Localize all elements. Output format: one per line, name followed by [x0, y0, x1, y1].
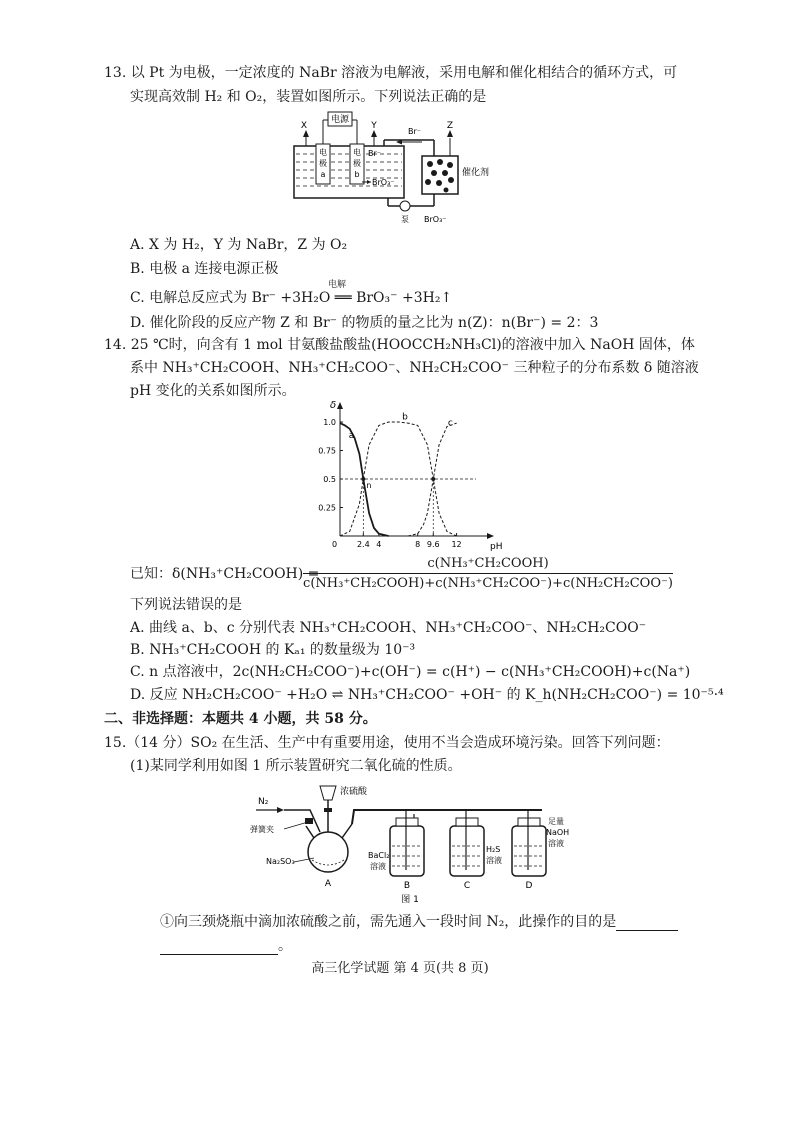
label-a: A — [324, 879, 332, 889]
x-tick-label: 2.4 — [356, 540, 370, 549]
q14-option-c: C. n 点溶液中，2c(NH₂CH₂COO⁻)+c(OH⁻) = c(H⁺) − c(NH₃⁺CH₂COOH)+c(Na⁺) — [130, 664, 691, 680]
q13-line1: 13. 以 Pt 为电极，一定浓度的 NaBr 溶液为电解液，采用电解和催化相结合的循环方式，可 — [104, 65, 678, 81]
x-tick-label: 4 — [376, 540, 382, 549]
y-tick-label: 0.75 — [318, 446, 336, 456]
series-b-label: b — [402, 412, 408, 423]
q15-period: 。 — [278, 938, 292, 954]
label-c: C — [463, 881, 471, 891]
pump-label: 泵 — [401, 215, 409, 224]
br-in-label: Br⁻ — [408, 127, 421, 136]
naoh-label-3: 溶液 — [548, 839, 564, 848]
series-a-label: a — [348, 430, 355, 441]
clip-label: 弹簧夹 — [250, 825, 274, 834]
bacl2-label-2: 溶液 — [370, 862, 386, 871]
series-c-label: c — [447, 418, 453, 429]
x-tick-label: 8 — [415, 540, 421, 549]
q15-sub1 — [160, 913, 678, 931]
y-axis-arrow — [337, 402, 343, 409]
q14-line3: pH 变化的关系如图所示。 — [130, 383, 296, 399]
electrode-a-char2: 极 — [319, 159, 327, 168]
q13-option-c: C. 电解总反应式为 Br⁻ +3H₂O ══ BrO₃⁻ +3H₂↑ — [130, 290, 453, 306]
q13-option-b: B. 电极 a 连接电源正极 — [130, 261, 279, 277]
x-tick-label: 12 — [451, 540, 462, 549]
q13-option-a: A. X 为 H₂，Y 为 NaBr，Z 为 O₂ — [130, 237, 348, 253]
power-label: 电源 — [330, 115, 350, 125]
q14-line2: 系中 NH₃⁺CH₂COOH、NH₃⁺CH₂COO⁻、NH₂CH₂COO⁻ 三种粒子的分布系数 δ 随溶液 — [130, 360, 699, 376]
figure-caption: 图 1 — [401, 895, 419, 905]
answer-blank-2[interactable] — [160, 940, 278, 955]
section2-title: 二、非选择题：本题共 4 小题，共 58 分。 — [104, 711, 377, 727]
q14-option-a: A. 曲线 a、b、c 分别代表 NH₃⁺CH₂COOH、NH₃⁺CH₂COO⁻、NH₂CH₂COO⁻ — [130, 620, 647, 636]
electrode-b-char3: b — [354, 170, 360, 179]
h2s-label-2: 溶液 — [486, 856, 502, 865]
electrode-a-char1: 电 — [319, 148, 327, 157]
fraction-numerator: c(NH₃⁺CH₂COOH) — [303, 556, 673, 574]
y-tick-label: 0.5 — [323, 475, 336, 484]
answer-blank-1[interactable] — [616, 916, 678, 931]
page-footer: 高三化学试题 第 4 页(共 8 页) — [311, 961, 489, 976]
q14-option-d: D. 反应 NH₂CH₂COO⁻ +H₂O ⇌ NH₃⁺CH₂COO⁻ +OH⁻ 的 K_h(NH₂CH₂COO⁻) = 10⁻⁵·⁴ — [130, 687, 724, 703]
delta-fraction — [303, 556, 673, 591]
q15-line1: 15.（14 分）SO₂ 在生活、生产中有重要用途，使用不当会造成环境污染。回答下列问题： — [104, 735, 670, 751]
origin-label: 0 — [332, 540, 338, 549]
y-label: Y — [371, 121, 377, 131]
fraction-denominator: c(NH₃⁺CH₂COOH)+c(NH₃⁺CH₂COO⁻)+c(NH₂CH₂COO⁻) — [303, 576, 673, 591]
z-label: Z — [446, 121, 454, 131]
q14-option-b: B. NH₃⁺CH₂COOH 的 Kₐ₁ 的数量级为 10⁻³ — [130, 642, 416, 658]
y-tick-label: 1.0 — [323, 418, 336, 427]
q14-line1: 14. 25 ℃时，向含有 1 mol 甘氨酸盐酸盐(HOOCCH₂NH₃Cl)的溶液中加入 NaOH 固体，体 — [104, 337, 695, 353]
label-d: D — [525, 881, 533, 891]
label-b: B — [403, 881, 411, 891]
h2s-label-1: H₂S — [486, 845, 501, 854]
electrode-b-char2: 极 — [353, 159, 361, 168]
na2so3-label: Na₂SO₃ — [266, 857, 295, 866]
q14-prompt: 下列说法错误的是 — [130, 597, 242, 613]
bro3-label: BrO₃⁻ — [372, 178, 395, 187]
q13-option-d: D. 催化阶段的反应产物 Z 和 Br⁻ 的物质的量之比为 n(Z)：n(Br⁻) = 2：3 — [130, 315, 599, 331]
electrode-b-char1: 电 — [353, 148, 361, 157]
point-n — [361, 477, 365, 481]
electrolysis-diagram — [288, 110, 508, 228]
point-n-label: n — [366, 481, 372, 490]
q15-line2: (1)某同学利用如图 1 所示装置研究二氧化硫的性质。 — [130, 758, 462, 774]
bro3-out-label: BrO₃⁻ — [424, 215, 447, 224]
acid-label: 浓硫酸 — [340, 787, 368, 797]
q13-line2: 实现高效制 H₂ 和 O₂，装置如图所示。下列说法正确的是 — [130, 89, 487, 105]
x-label: X — [300, 121, 308, 131]
y-tick-label: 0.25 — [318, 503, 336, 513]
distribution-chart — [306, 398, 506, 558]
electrode-a-char3: a — [320, 170, 326, 179]
apparatus-figure — [250, 780, 570, 906]
intersection-point — [431, 477, 435, 481]
x-axis-arrow — [487, 533, 494, 539]
naoh-label-2: NaOH — [546, 828, 570, 837]
known-label: 已知：δ(NH₃⁺CH₂COOH) = — [130, 566, 320, 582]
q15-sub1-text: ①向三颈烧瓶中滴加浓硫酸之前，需先通入一段时间 N₂，此操作的目的是 — [160, 914, 617, 930]
x-tick-label: 9.6 — [426, 540, 440, 549]
naoh-label-1: 足量 — [548, 817, 564, 826]
catalyst-label: 催化剂 — [462, 168, 490, 178]
br-top-label: Br⁻ — [368, 149, 381, 158]
q15-sub1-cont — [160, 937, 292, 955]
x-axis-label: pH — [490, 542, 503, 552]
bacl2-label-1: BaCl₂ — [368, 851, 390, 860]
electrolysis-condition: 电解 — [328, 280, 347, 290]
n2-label: N₂ — [258, 797, 269, 807]
y-axis-label: δ — [330, 400, 337, 411]
